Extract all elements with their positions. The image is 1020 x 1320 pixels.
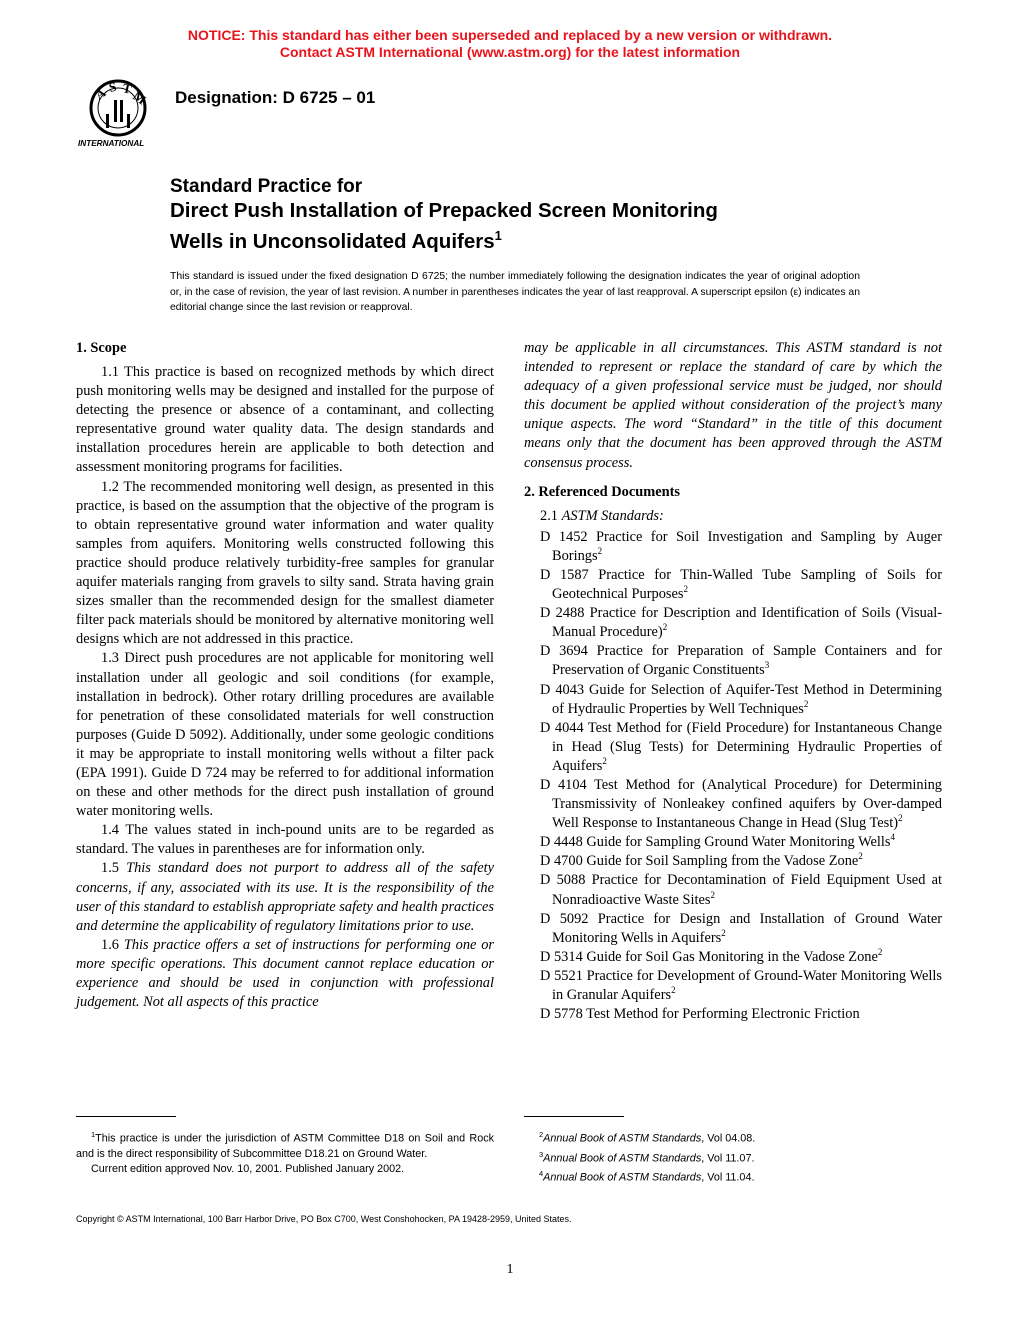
reference-footnote-mark: 2	[858, 851, 863, 862]
reference-item	[524, 566, 942, 604]
reference-text: D 4043 Guide for Selection of Aquifer-Test Method in Determining of Hydraulic Properties by Well Techniques	[540, 681, 942, 717]
astm-logo	[74, 78, 162, 150]
reference-text: D 5088 Practice for Decontamination of Field Equipment Used at Nonradioactive Waste Sites	[540, 872, 942, 908]
reference-text: D 3694 Practice for Preparation of Sample Containers and for Preservation of Organic Constituents	[540, 643, 942, 679]
reference-footnote-mark: 2	[898, 813, 903, 824]
astm-logo-letter-s: S	[107, 78, 118, 95]
title-line-3: Wells in Unconsolidated Aquifers	[170, 229, 495, 253]
footnote-mark: 4	[539, 1169, 544, 1179]
title-line-1: Standard Practice for	[170, 176, 363, 197]
para-1-5-number: 1.5	[101, 860, 119, 877]
astm-logo-subtext: INTERNATIONAL	[78, 139, 145, 148]
para-1-3: 1.3 Direct push procedures are not applicable for monitoring well installation under all geologic and soil conditions (for example, installation in bedrock). Other rotary drilling procedures are available for penetration of these consolidated materials for well construction purposes (Guide D 5092). Additionally, under some geologic conditions it may be appropriate to install monitoring wells without a filter pack (EPA 1991). Guide D 724 may be referred to for additional information on these and other methods for the direct push installation of ground water monitoring wells.	[76, 650, 494, 820]
reference-text: D 4700 Guide for Soil Sampling from the Vadose Zone	[540, 853, 859, 870]
footnote-1-edition: Current edition approved Nov. 10, 2001. Published January 2002.	[91, 1162, 405, 1175]
reference-item	[524, 852, 942, 871]
footnotes-right	[524, 1127, 942, 1186]
title-line-2: Direct Push Installation of Prepacked Screen Monitoring	[170, 199, 718, 222]
notice-line-2: Contact ASTM International (www.astm.org) for the latest information	[279, 44, 741, 60]
para-1-4: 1.4 The values stated in inch-pound units are to be regarded as standard. The values in parentheses are for information only.	[76, 822, 494, 858]
footnote-1-text: This practice is under the jurisdiction of ASTM Committee D18 on Soil and Rock and is the direct responsibility of Subcommittee D18.21 on Ground Water.	[76, 1132, 494, 1160]
reference-item	[524, 642, 942, 680]
footnote-2	[524, 1127, 942, 1147]
footnote-3	[524, 1147, 942, 1167]
footnote-volume: , Vol 11.04.	[701, 1171, 755, 1184]
reference-item	[524, 604, 942, 642]
para-1-2: 1.2 The recommended monitoring well design, as presented in this practice, is based on the assumption that the objective of the program is to obtain representative ground water information and water quality samples from aquifers. Monitoring wells constructed following this practice should produce relatively turbidity-free samples for granular aquifer materials ranging from gravels to silty sand. Strata having grain sizes smaller than the recommended design for the smallest diameter filter pack materials should be monitored by alternative monitoring well designs which are not addressed in this practice.	[76, 478, 494, 648]
reference-footnote-mark: 4	[890, 832, 895, 843]
astm-logo-letter-t: T	[121, 80, 133, 97]
reference-item	[524, 719, 942, 776]
reference-footnote-mark: 2	[597, 546, 603, 557]
section-1-heading: 1. Scope	[76, 340, 127, 356]
reference-footnote-mark: 2	[877, 947, 883, 958]
reference-text: D 1587 Practice for Thin-Walled Tube Sampling of Soils for Geotechnical Purposes	[540, 566, 942, 603]
para-1-5: This standard does not purport to address all of the safety concerns, if any, associated with its use. It is the responsibility of the user of this standard to establish appropriate safety and health practices and determine the applicability of regulatory limitations prior to use.	[76, 860, 494, 934]
footnote-mark: 2	[539, 1130, 544, 1139]
footnote-source: Annual Book of ASTM Standards	[543, 1132, 702, 1145]
reference-item	[524, 1005, 942, 1024]
reference-item	[524, 967, 942, 1005]
page-number: 1	[506, 1262, 514, 1277]
notice-line-1: NOTICE: This standard has either been superseded and replaced by a new version or withdrawn.	[187, 27, 833, 43]
reference-text: D 5092 Practice for Design and Installation of Ground Water Monitoring Wells in Aquifers	[540, 910, 942, 946]
left-column	[76, 339, 494, 1012]
reference-item	[524, 681, 942, 719]
reference-text: D 1452 Practice for Soil Investigation and Sampling by Auger Borings	[540, 528, 942, 564]
reference-item	[524, 833, 942, 852]
para-1-6-continued: may be applicable in all circumstances. This ASTM standard is not intended to represent or replace the standard of care by which the adequacy of a given professional service must be judged, nor should this document be applied without consideration of the project’s many unique aspects. The word “Standard” in the title of this document means only that the document has been approved through the ASTM consensus process.	[524, 340, 942, 471]
reference-item	[524, 871, 942, 909]
para-1-6-number: 1.6	[101, 936, 119, 953]
section-2-heading: 2. Referenced Documents	[524, 483, 680, 500]
subsection-2-1-label: ASTM Standards:	[561, 507, 664, 524]
reference-footnote-mark: 2	[683, 584, 688, 595]
reference-footnote-mark: 2	[803, 698, 809, 709]
right-column	[524, 339, 942, 1024]
footnote-divider-right	[524, 1116, 624, 1117]
reference-footnote-mark: 3	[764, 660, 770, 671]
reference-footnote-mark: 2	[602, 756, 607, 767]
para-1-6: This practice offers a set of instructions for performing one or more specific operations. This document cannot replace education or experience and should be used in conjunction with professional judgement. Not all aspects of this practice	[76, 936, 494, 1011]
title-footnote-mark: 1	[494, 228, 502, 243]
copyright-line: Copyright © ASTM International, 100 Barr Harbor Drive, PO Box C700, West Conshohocken, PA 19428-2959, United States.	[76, 1214, 572, 1224]
reference-text: D 5314 Guide for Soil Gas Monitoring in the Vadose Zone	[540, 948, 878, 965]
reference-text: D 5778 Test Method for Performing Electronic Friction	[540, 1006, 860, 1023]
reference-text: D 4044 Test Method for (Field Procedure) for Instantaneous Change in Head (Slug Tests) for Determining Hydraulic Properties of Aquifers	[540, 719, 942, 774]
footnote-4	[524, 1166, 942, 1186]
reference-text: D 5521 Practice for Development of Ground-Water Monitoring Wells in Granular Aquifers	[540, 967, 942, 1003]
reference-footnote-mark: 2	[710, 889, 715, 900]
document-title	[170, 175, 950, 254]
reference-item	[524, 528, 942, 566]
designation: Designation: D 6725 – 01	[175, 88, 376, 107]
footnote-1-mark: 1	[91, 1130, 96, 1139]
para-1-1: 1.1 This practice is based on recognized methods by which direct push monitoring wells may be designed and installed for the purpose of detecting the presence or absence of a contaminant, and collecting representative ground water quality data. The design standards and installation procedures herein are applicable to both detection and assessment monitoring programs for facilities.	[76, 364, 494, 476]
reference-footnote-mark: 2	[671, 985, 676, 996]
footnote-source: Annual Book of ASTM Standards	[543, 1171, 702, 1184]
reference-footnote-mark: 2	[662, 622, 668, 633]
reference-item	[524, 948, 942, 967]
footnotes-left	[76, 1127, 494, 1177]
reference-item	[524, 776, 942, 833]
reference-text: D 4448 Guide for Sampling Ground Water Monitoring Wells	[540, 834, 891, 851]
reference-text: D 4104 Test Method for (Analytical Procedure) for Determining Transmissivity of Nonleakey confined aquifers by Over-damped Well Response to Instantaneous Change in Head (Slug Test)	[540, 776, 942, 832]
astm-logo-icon	[74, 78, 162, 150]
footnote-source: Annual Book of ASTM Standards	[543, 1152, 702, 1165]
referenced-standards-list	[524, 528, 942, 1024]
footnote-divider-left	[76, 1116, 176, 1117]
footnote-volume: , Vol 04.08.	[701, 1132, 756, 1145]
reference-footnote-mark: 2	[721, 927, 726, 938]
footnote-volume: , Vol 11.07.	[701, 1152, 755, 1165]
footnote-mark: 3	[539, 1149, 544, 1159]
astm-logo-letter-m: M	[130, 88, 149, 108]
withdrawal-notice	[0, 27, 1020, 61]
reference-text: D 2488 Practice for Description and Identification of Soils (Visual-Manual Procedure)	[540, 605, 942, 641]
issue-note: This standard is issued under the fixed designation D 6725; the number immediately following the designation indicates the year of original adoption or, in the case of revision, the year of last revision. A number in parentheses indicates the year of last reapproval. A superscript epsilon (ε) indicates an editorial change since the last revision or reapproval.	[170, 271, 860, 313]
reference-item	[524, 910, 942, 948]
astm-logo-letter-a: A	[92, 84, 109, 103]
subsection-2-1-number: 2.1	[540, 507, 558, 524]
